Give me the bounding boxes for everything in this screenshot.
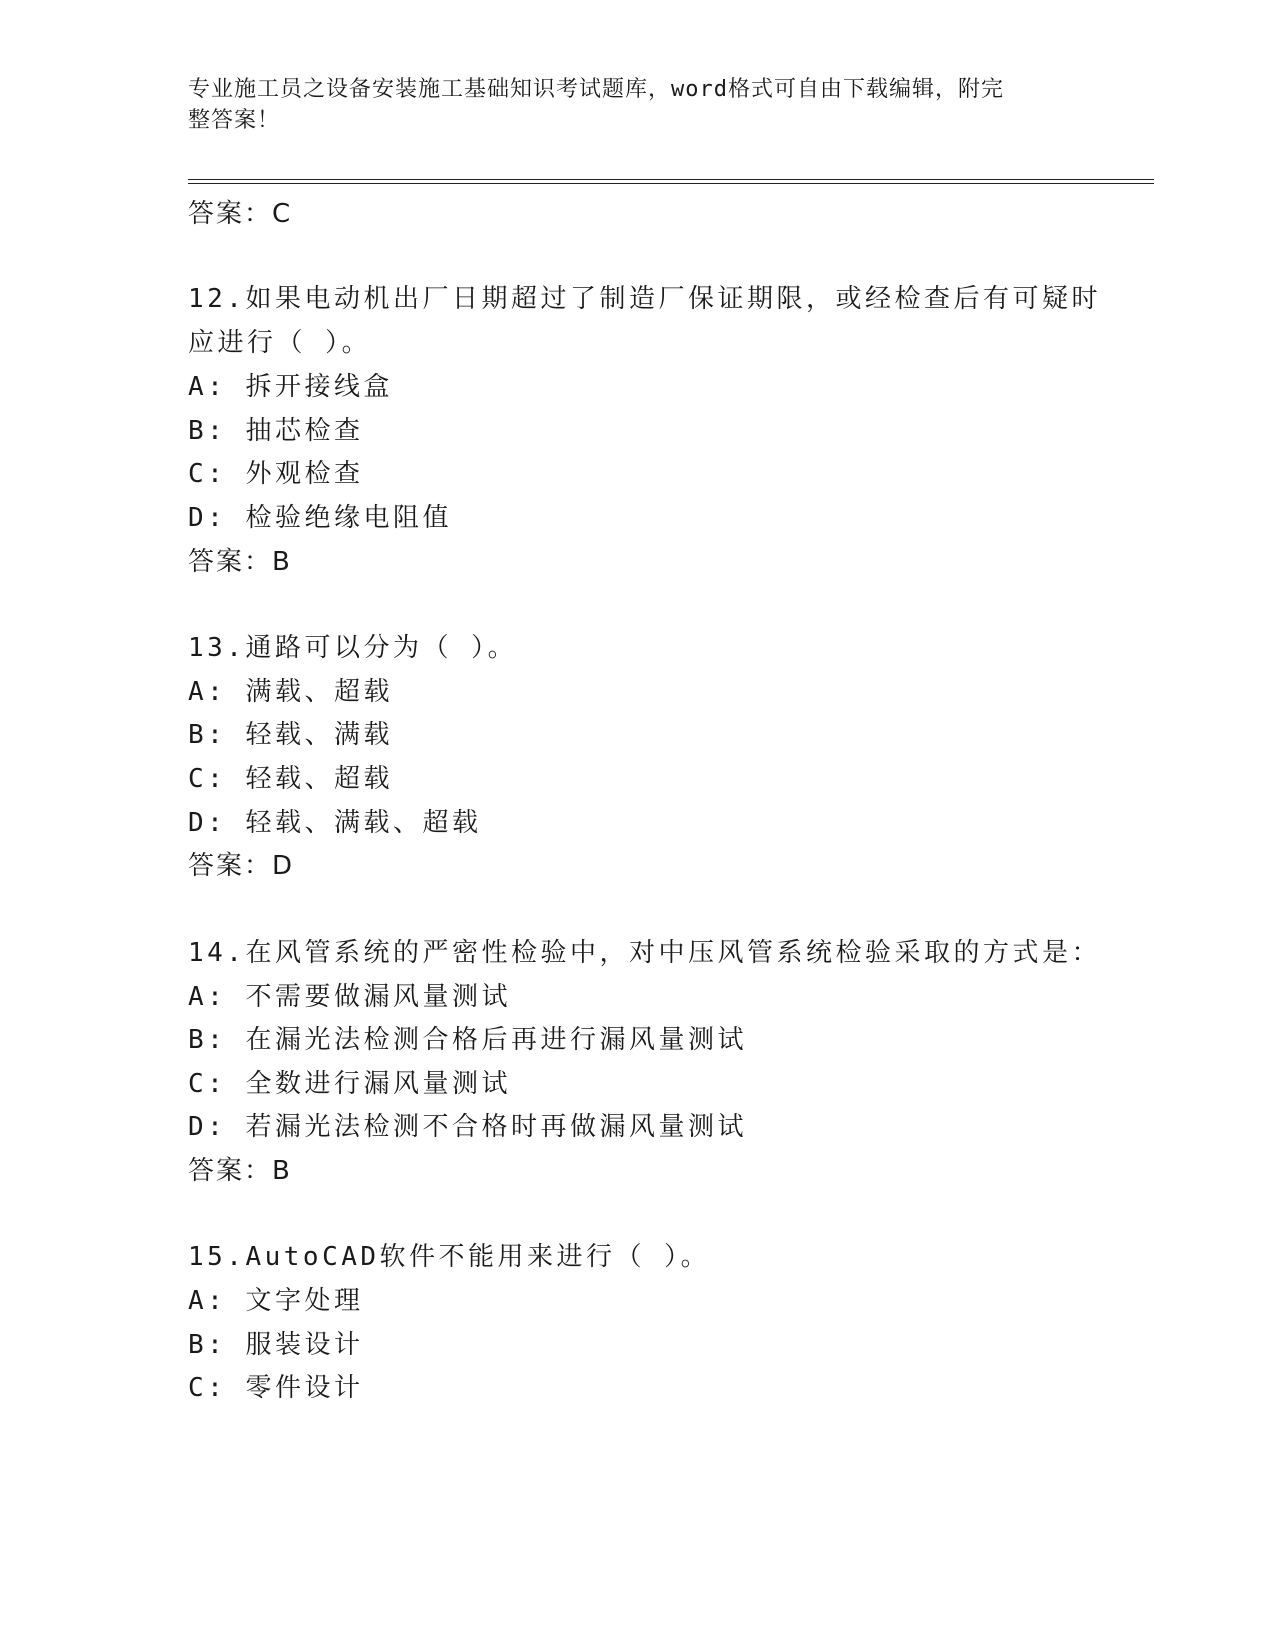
question-12-option-b: B: 抽芯检查 — [188, 416, 364, 446]
header-line-2: 整答案！ — [188, 108, 281, 133]
question-12-option-d: D: 检验绝缘电阻值 — [188, 503, 452, 533]
question-14-option-d: D: 若漏光法检测不合格时再做漏风量测试 — [188, 1112, 747, 1142]
header-line-1: 专业施工员之设备安装施工基础知识考试题库，word格式可自由下载编辑，附完 — [188, 77, 1004, 102]
header-divider-top — [188, 179, 1154, 180]
question-15-stem-line-1: 15.AutoCAD软件不能用来进行（ ）。 — [188, 1242, 711, 1272]
question-15-option-b: B: 服装设计 — [188, 1330, 364, 1360]
question-15-option-a: A: 文字处理 — [188, 1286, 364, 1316]
question-12-answer: 答案：B — [188, 547, 292, 577]
page-header — [188, 74, 1068, 136]
question-12-stem-line-2: 应进行（ ）。 — [188, 328, 372, 358]
header-divider-bottom — [188, 183, 1154, 184]
question-12-option-a: A: 拆开接线盒 — [188, 372, 393, 402]
question-14-option-c: C: 全数进行漏风量测试 — [188, 1069, 511, 1099]
question-13-option-d: D: 轻载、满载、超载 — [188, 808, 482, 838]
previous-answer: 答案：C — [188, 199, 293, 229]
question-13-option-a: A: 满载、超载 — [188, 677, 393, 707]
question-13-answer: 答案：D — [188, 851, 295, 881]
question-13-option-c: C: 轻载、超载 — [188, 764, 393, 794]
question-13-stem-line-1: 13.通路可以分为（ ）。 — [188, 633, 518, 663]
question-14-option-a: A: 不需要做漏风量测试 — [188, 982, 511, 1012]
question-14-answer: 答案：B — [188, 1156, 292, 1186]
question-14-option-b: B: 在漏光法检测合格后再进行漏风量测试 — [188, 1025, 747, 1055]
question-13-option-b: B: 轻载、满载 — [188, 720, 393, 750]
question-12-option-c: C: 外观检查 — [188, 459, 364, 489]
question-12-stem-line-1: 12.如果电动机出厂日期超过了制造厂保证期限，或经检查后有可疑时 — [188, 284, 1101, 314]
question-14-stem-line-1: 14.在风管系统的严密性检验中，对中压风管系统检验采取的方式是： — [188, 938, 1101, 968]
question-15-option-c: C: 零件设计 — [188, 1373, 364, 1403]
